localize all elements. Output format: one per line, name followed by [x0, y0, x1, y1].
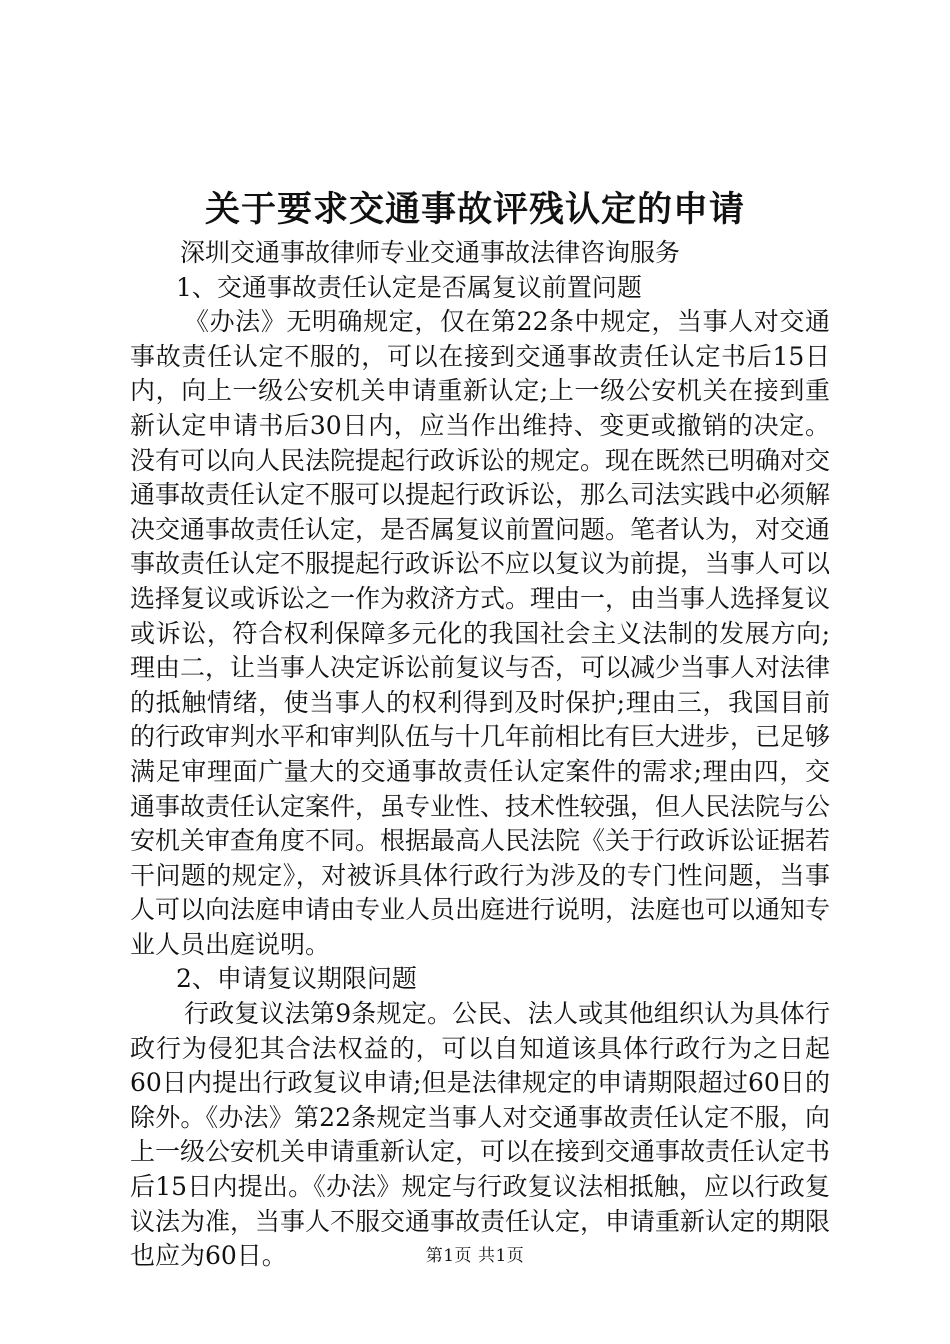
paragraph-section-2: 行政复议法第9条规定。公民、法人或其他组织认为具体行政行为侵犯其合法权益的，可以自知道该具体行政行为之日起60日内提出行政复议申请;但是法律规定的申请期限超过60日的除外。《办法》第22条规定当事人对交通事故责任认定不服，向上一级公安机关申请重新认定，可以在接到交通事故责任认定书后15日内提出。《办法》规定与行政复议法相抵触，应以行政复议法为准，当事人不服交通事故责任认定，申请重新认定的期限也应为60日。 — [130, 999, 831, 1271]
paragraph-intro: 深圳交通事故律师专业交通事故法律咨询服务 — [180, 238, 681, 267]
document-title: 关于要求交通事故评残认定的申请 — [204, 189, 745, 230]
paragraph-section-1: 《办法》无明确规定，仅在第22条中规定，当事人对交通事故责任认定不服的，可以在接到交通事故责任认定书后15日内，向上一级公安机关申请重新认定;上一级公安机关在接到重新认定申请书后30日内，应当作出维持、变更或撤销的决定。没有可以向人民法院提起行政诉讼的规定。现在既然已明确对交通事故责任认定不服可以提起行政诉讼，那么司法实践中必须解决交通事故责任认定，是否属复议前置问题。笔者认为，对交通事故责任认定不服提起行政诉讼不应以复议为前提，当事人可以选择复议或诉讼之一作为救济方式。理由一，由当事人选择复议或诉讼，符合权利保障多元化的我国社会主义法制的发展方向;理由二，让当事人决定诉讼前复议与否，可以减少当事人对法律的抵触情绪，使当事人的权利得到及时保护;理由三，我国目前的行政审判水平和审判队伍与十几年前相比有巨大进步，已足够满足审理面广量大的交通事故责任认定案件的需求;理由四，交通事故责任认定案件，虽专业性、技术性较强，但人民法院与公安机关审查角度不同。根据最高人民法院《关于行政诉讼证据若干问题的规定》，对被诉具体行政行为涉及的专门性问题，当事人可以向法庭申请由专业人员出庭进行说明，法庭也可以通知专业人员出庭说明。 — [130, 307, 831, 959]
section-heading-1: 1、交通事故责任认定是否属复议前置问题 — [176, 272, 642, 302]
document-body — [130, 236, 830, 1274]
section-heading-2: 2、申请复议期限问题 — [176, 964, 417, 994]
page-footer: 第1页 共1页 — [425, 1246, 525, 1266]
